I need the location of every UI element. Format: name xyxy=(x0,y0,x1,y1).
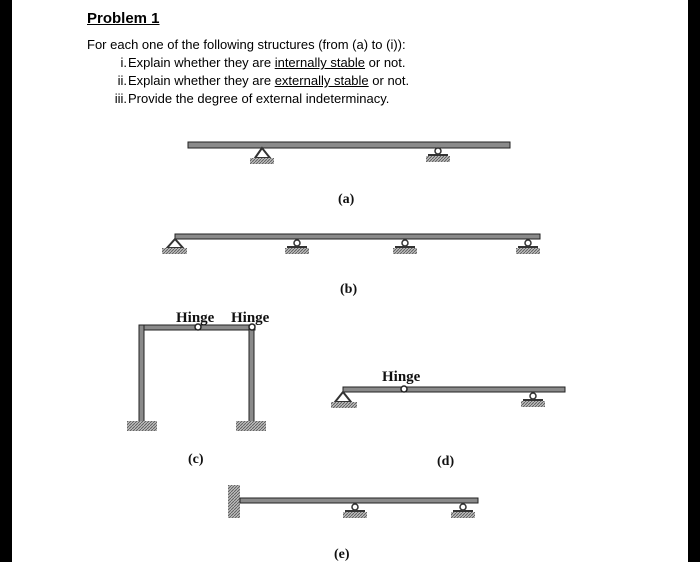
figure-label-e: (e) xyxy=(334,547,350,562)
figure-a xyxy=(188,142,510,207)
roller-support xyxy=(521,393,545,407)
frame-column-right xyxy=(249,325,254,422)
figure-c xyxy=(127,310,270,467)
frame-column-left xyxy=(139,325,144,422)
problem-title: Problem 1 xyxy=(87,10,160,27)
question-text: Provide the degree of external indeterminacy. xyxy=(128,91,390,106)
beam-b xyxy=(175,234,540,239)
roller-support xyxy=(451,504,475,518)
pin-support xyxy=(162,239,187,254)
question-text: Explain whether they are xyxy=(128,55,275,70)
pin-support xyxy=(250,148,274,164)
question-underline: externally stable xyxy=(274,73,369,88)
figure-label-d: (d) xyxy=(437,454,455,469)
fixed-support xyxy=(236,421,266,431)
question-number: i. xyxy=(120,55,127,70)
beam-a xyxy=(188,142,510,148)
fixed-support xyxy=(127,421,157,431)
beam-d xyxy=(343,387,565,392)
question-underline: internally stable xyxy=(274,55,366,70)
question-number: iii. xyxy=(114,91,127,106)
question-number: ii. xyxy=(117,73,127,88)
beam-e xyxy=(240,498,478,503)
figure-label-c: (c) xyxy=(188,452,204,467)
question-text: Explain whether they are xyxy=(128,73,275,88)
roller-support xyxy=(426,148,450,162)
hinge-icon xyxy=(401,386,407,392)
figure-label-a: (a) xyxy=(338,192,355,207)
roller-support xyxy=(516,240,540,254)
question-text-end: or not. xyxy=(368,73,410,88)
roller-support xyxy=(285,240,309,254)
fixed-wall-support xyxy=(228,485,240,518)
figure-label-b: (b) xyxy=(340,282,358,297)
roller-support xyxy=(343,504,367,518)
pin-support xyxy=(331,392,357,408)
figure-e xyxy=(228,485,478,562)
hinge-label-1: Hinge xyxy=(176,310,215,326)
question-text-end: or not. xyxy=(365,55,406,70)
figure-b xyxy=(162,234,540,297)
figure-d xyxy=(331,369,565,469)
hinge-label: Hinge xyxy=(382,369,421,385)
problem-intro: For each one of the following structures (from (a) to (i)): xyxy=(87,37,406,52)
hinge-label-2: Hinge xyxy=(231,310,270,326)
roller-support xyxy=(393,240,417,254)
